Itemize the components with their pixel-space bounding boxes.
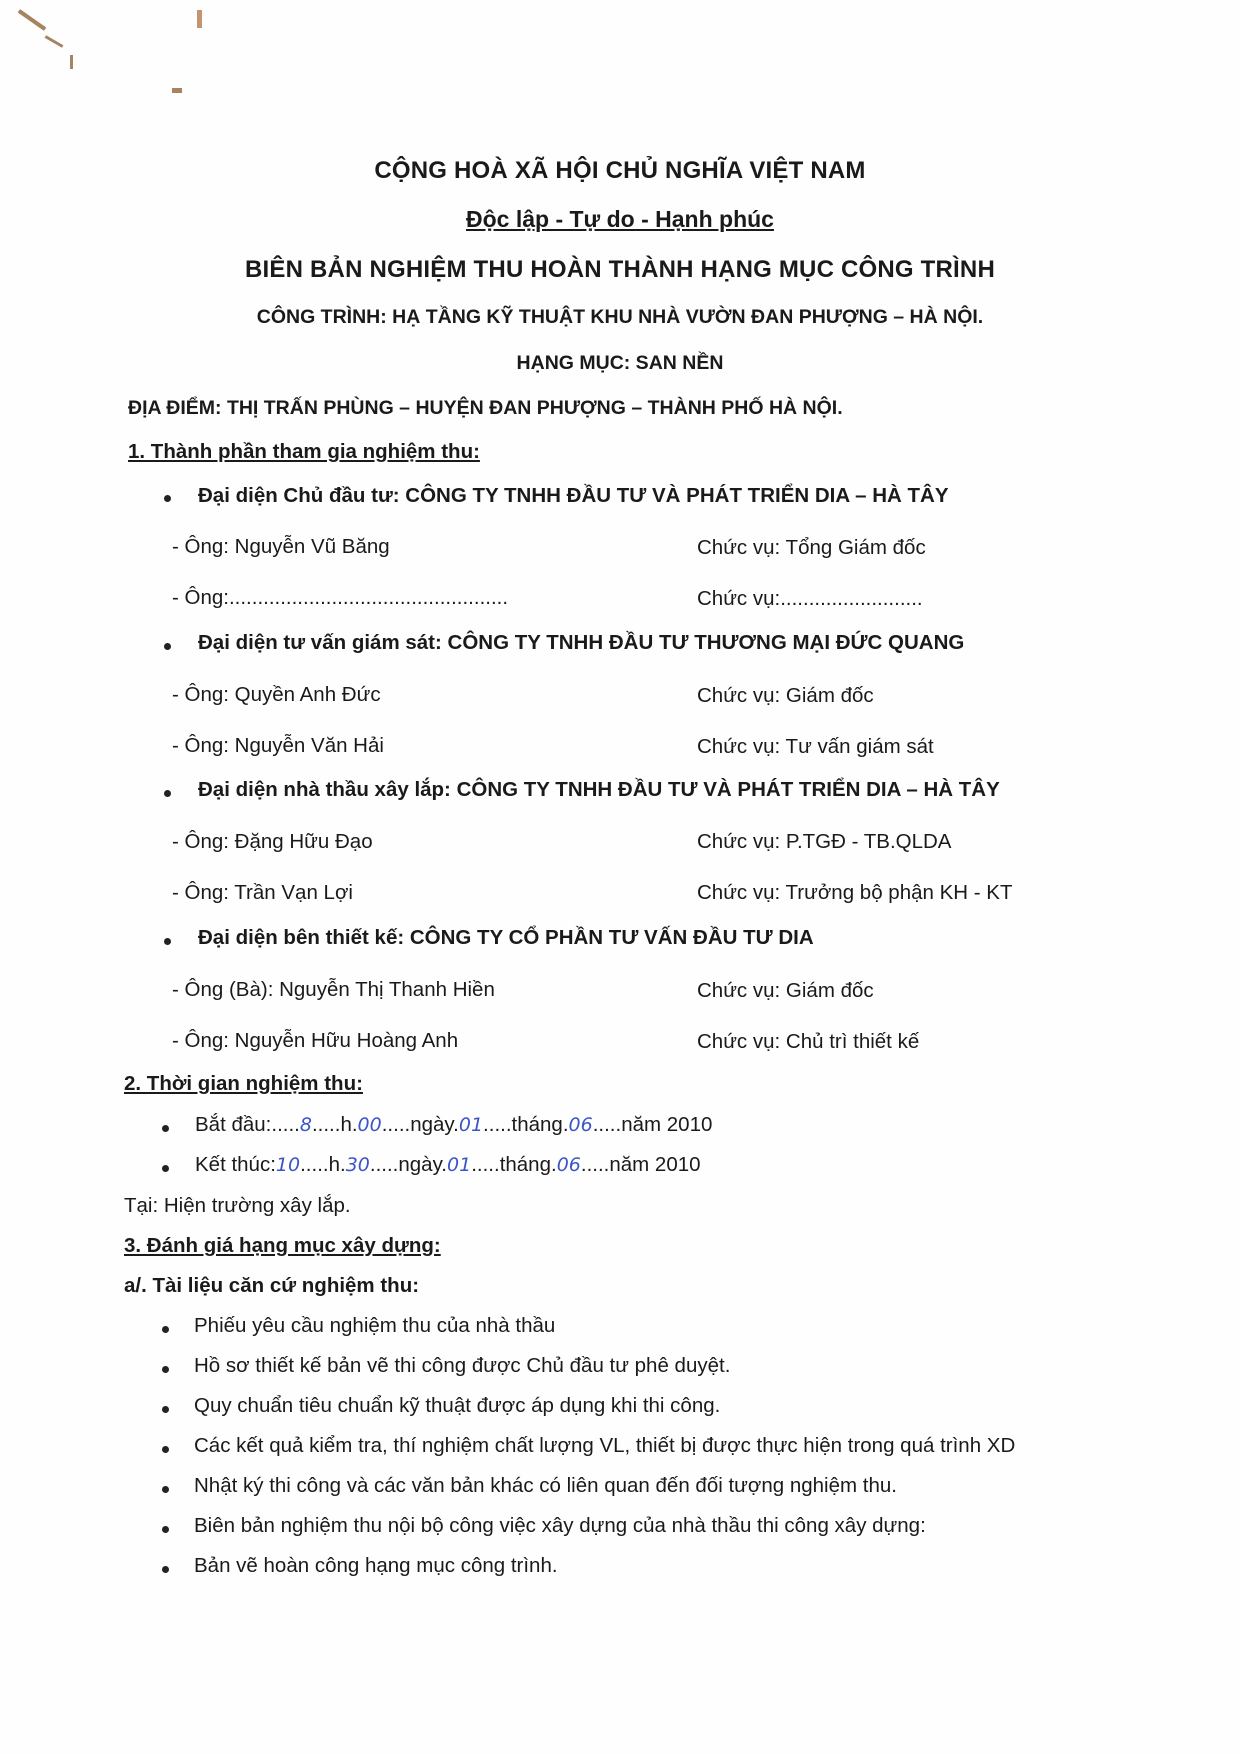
bullet-icon (162, 1446, 169, 1453)
end-year: năm 2010 (609, 1153, 701, 1176)
end-month-handwritten: 06 (556, 1154, 581, 1176)
member-role: Chức vụ: Tổng Giám đốc (697, 536, 926, 559)
member-role: Chức vụ: P.TGĐ - TB.QLDA (697, 830, 952, 853)
document-list-item: Phiếu yêu cầu nghiệm thu của nhà thầu (194, 1314, 556, 1337)
document-list-item: Biên bản nghiệm thu nội bộ công việc xây dựng của nhà thầu thi công xây dựng: (194, 1514, 926, 1537)
scan-artifact (18, 9, 47, 31)
document-list-item: Bản vẽ hoàn công hạng mục công trình. (194, 1554, 558, 1577)
member-name: - Ông: Nguyễn Văn Hải (172, 734, 384, 757)
member-name: - Ông: Quyền Anh Đức (172, 683, 381, 706)
member-name: - Ông (Bà): Nguyễn Thị Thanh Hiền (172, 978, 495, 1001)
document-list-item: Hồ sơ thiết kế bản vẽ thi công được Chủ đầu tư phê duyệt. (194, 1354, 731, 1377)
member-role: Chức vụ: Giám đốc (697, 684, 874, 707)
start-hour-handwritten: 8 (299, 1114, 312, 1136)
bullet-icon (164, 790, 171, 797)
section-2-title: 2. Thời gian nghiệm thu: (124, 1072, 363, 1095)
bullet-icon (162, 1566, 169, 1573)
scan-artifact (45, 35, 64, 48)
member-name: - Ông:................................................. (172, 586, 509, 609)
end-minute-handwritten: 30 (345, 1154, 370, 1176)
group-heading-contractor: Đại diện nhà thầu xây lắp: CÔNG TY TNHH ĐẦU TƯ VÀ PHÁT TRIỂN DIA – HÀ TÂY (198, 778, 1000, 801)
document-list-item: Nhật ký thi công và các văn bản khác có liên quan đến đối tượng nghiệm thu. (194, 1474, 897, 1497)
member-role: Chức vụ: Tư vấn giám sát (697, 735, 934, 758)
member-role: Chức vụ: Giám đốc (697, 979, 874, 1002)
member-role: Chức vụ:......................... (697, 587, 923, 610)
bullet-icon (162, 1326, 169, 1333)
bullet-icon (164, 495, 171, 502)
document-list-item: Các kết quả kiểm tra, thí nghiệm chất lượng VL, thiết bị được thực hiện trong quá trình XD (194, 1434, 1016, 1457)
member-name: - Ông: Nguyễn Hữu Hoàng Anh (172, 1029, 459, 1052)
scan-artifact (172, 88, 182, 93)
start-minute-handwritten: 00 (357, 1114, 382, 1136)
end-hour-handwritten: 10 (275, 1154, 301, 1176)
motto: Độc lập - Tự do - Hạnh phúc (466, 206, 774, 232)
bullet-icon (162, 1165, 169, 1172)
bullet-icon (162, 1486, 169, 1493)
end-time-line: Kết thúc:10.....h.30.....ngày.01.....tháng.06.....năm 2010 (195, 1153, 701, 1176)
end-day-handwritten: 01 (447, 1154, 472, 1176)
project-name: CÔNG TRÌNH: HẠ TẦNG KỸ THUẬT KHU NHÀ VƯỜN ĐAN PHƯỢNG – HÀ NỘI. (256, 306, 984, 328)
start-time-line: Bắt đầu:.....8.....h.00.....ngày.01.....tháng.06.....năm 2010 (195, 1113, 713, 1136)
bullet-icon (162, 1366, 169, 1373)
section-3a-title: a/. Tài liệu căn cứ nghiệm thu: (124, 1274, 420, 1297)
nation-heading: CỘNG HOÀ XÃ HỘI CHỦ NGHĨA VIỆT NAM (374, 157, 866, 184)
section-1-title: 1. Thành phần tham gia nghiệm thu: (128, 440, 480, 463)
start-label: Bắt đầu: (195, 1113, 272, 1136)
bullet-icon (162, 1406, 169, 1413)
group-heading-investor: Đại diện Chủ đầu tư: CÔNG TY TNHH ĐẦU TƯ VÀ PHÁT TRIỂN DIA – HÀ TÂY (198, 484, 949, 507)
group-heading-supervisor: Đại diện tư vấn giám sát: CÔNG TY TNHH ĐẦU TƯ THƯƠNG MẠI ĐỨC QUANG (198, 631, 965, 654)
scan-artifact (197, 10, 202, 28)
document-title: BIÊN BẢN NGHIỆM THU HOÀN THÀNH HẠNG MỤC CÔNG TRÌNH (245, 256, 995, 283)
start-year: năm 2010 (621, 1113, 713, 1136)
member-name: - Ông: Trần Vạn Lợi (172, 881, 353, 904)
start-month-handwritten: 06 (568, 1114, 593, 1136)
member-role: Chức vụ: Chủ trì thiết kế (697, 1030, 920, 1053)
location: ĐỊA ĐIỂM: THỊ TRẤN PHÙNG – HUYỆN ĐAN PHƯỢNG – THÀNH PHỐ HÀ NỘI. (128, 397, 843, 419)
scan-artifact (70, 55, 73, 69)
inspection-place: Tại: Hiện trường xây lắp. (124, 1194, 351, 1217)
bullet-icon (162, 1526, 169, 1533)
work-category: HẠNG MỤC: SAN NỀN (516, 352, 724, 374)
member-name: - Ông: Đặng Hữu Đạo (172, 830, 373, 853)
member-role: Chức vụ: Trưởng bộ phận KH - KT (697, 881, 1013, 904)
bullet-icon (162, 1125, 169, 1132)
document-list-item: Quy chuẩn tiêu chuẩn kỹ thuật được áp dụng khi thi công. (194, 1394, 721, 1417)
end-label: Kết thúc: (195, 1153, 276, 1176)
bullet-icon (164, 643, 171, 650)
group-heading-designer: Đại diện bên thiết kế: CÔNG TY CỔ PHẦN TƯ VẤN ĐẦU TƯ DIA (198, 926, 814, 949)
section-3-title: 3. Đánh giá hạng mục xây dựng: (124, 1234, 441, 1257)
bullet-icon (164, 938, 171, 945)
start-day-handwritten: 01 (458, 1114, 484, 1136)
member-name: - Ông: Nguyễn Vũ Băng (172, 535, 390, 558)
